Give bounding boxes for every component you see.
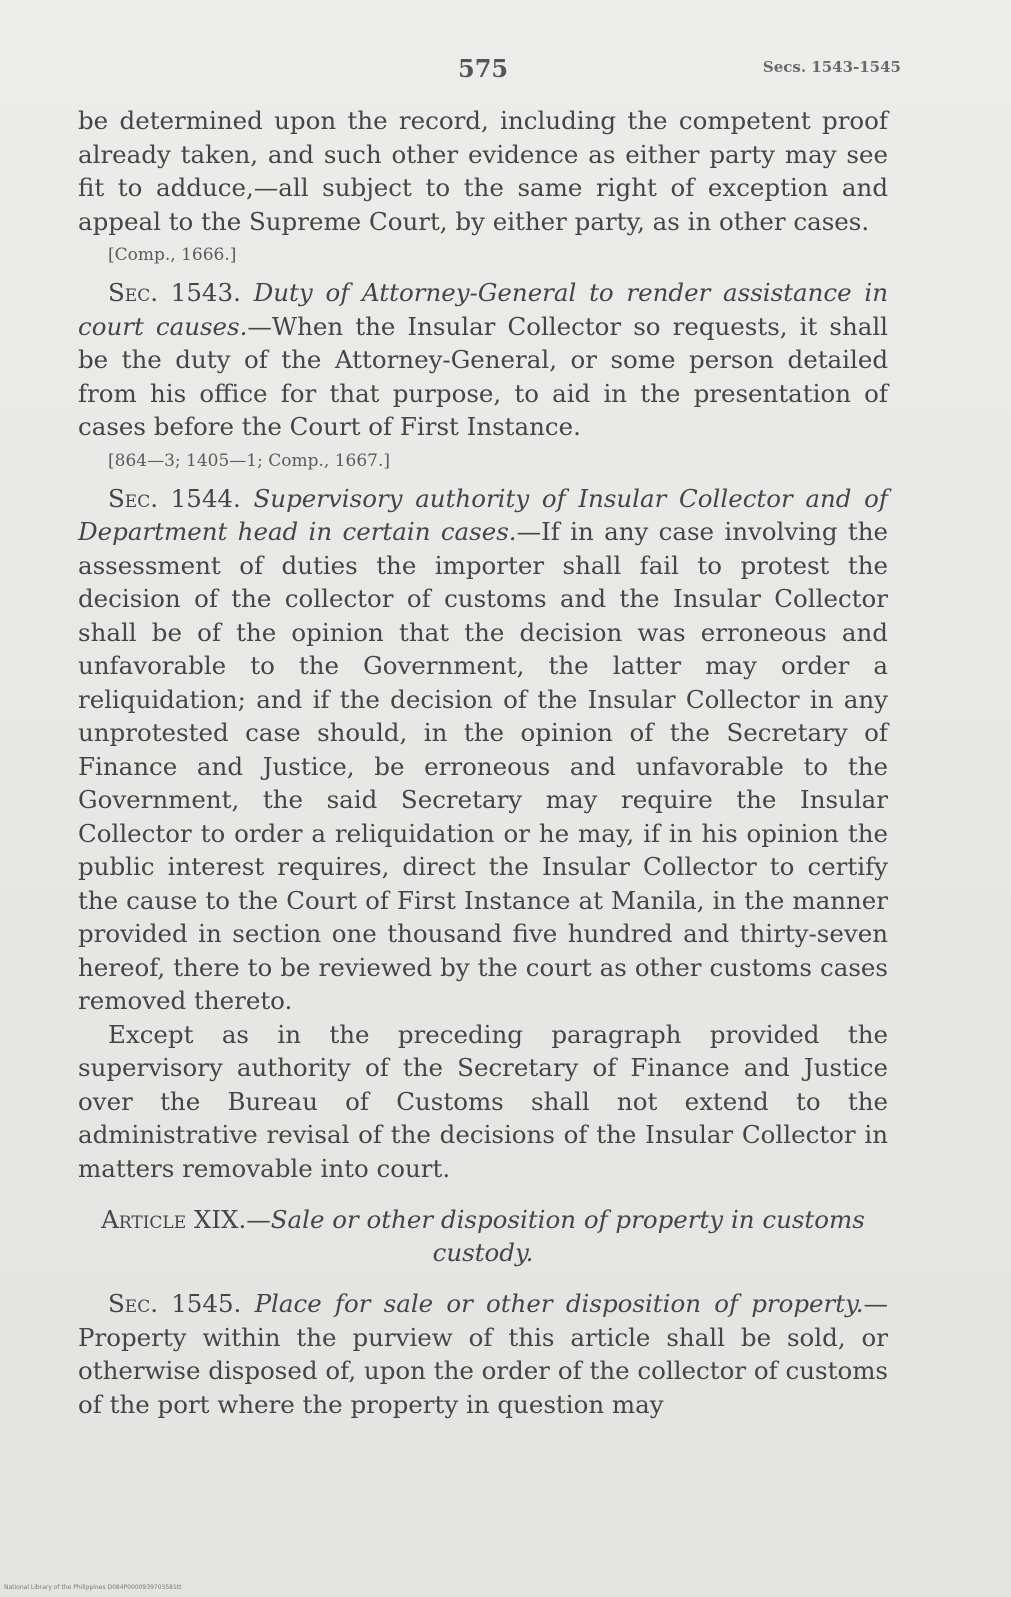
section-1545: [78, 1287, 888, 1421]
scan-source-footer: National Library of the Philippines D084P0000939703581tt: [4, 1584, 182, 1591]
section-body: —Property within the purview of this article shall be sold, or otherwise disposed of, upon the order of the collector of customs of the port where the property in question may: [78, 1289, 888, 1419]
continuation-paragraph: be determined upon the record, including the competent proof already taken, and such other evidence as either party may see fit to adduce,—all subject to the same right of exception and appeal to the Supreme Court, by either party, as in other cases.: [78, 106, 888, 236]
article-title: —Sale or other disposition of property in customs custody.: [246, 1205, 865, 1267]
page-header: [0, 54, 1011, 86]
section-catchline: Duty of Attorney-General to render assistance in court causes.: [78, 278, 888, 341]
section-label: Sec. 1543.: [108, 278, 241, 307]
section-catchline: Supervisory authority of Insular Collector and of Department head in certain cases.: [78, 483, 888, 546]
section-catchline: Place for sale or other disposition of property.: [254, 1289, 864, 1318]
citation-1542: [Comp., 1666.]: [108, 245, 237, 265]
section-body: —When the Insular Collector so requests, it shall be the duty of the Attorney-General, or some person detailed from his office for that purpose, to aid in the presentation of cases before the Court of First Instance.: [78, 311, 888, 441]
article-label: Article XIX.: [101, 1205, 247, 1234]
running-head-sections: Secs. 1543-1545: [762, 58, 901, 76]
section-label: Sec. 1544.: [108, 483, 241, 513]
section-1544: [78, 482, 888, 1018]
section-1543: [78, 276, 888, 444]
section-body: —If in any case involving the assessment of duties the importer shall fail to protest the decision of the collector of customs and the Insular Collector shall be of the opinion that the decision was erroneous and unfavorable to the Government, the latter may order a reliquidation; and if the decision of the Insular Collector in any unprotested case should, in the opinion of the Secretary of Finance and Justice, be erroneous and unfavorable to the Government, the said Secretary may require the Insular Collector to order a reliquidation or he may, if in his opinion the public interest requires, direct the Insular Collector to certify the cause to the Court of First Instance at Manila, in the manner provided in section one thousand five hundred and thirty-seven hereof, there to be reviewed by the court as other customs cases removed thereto.: [78, 517, 888, 1015]
section-1544-paragraph-2: Except as in the preceding paragraph provided the supervisory authority of the Secretary of Finance and Justice over the Bureau of Customs shall not extend to the administrative revisal of the decisions of the Insular Collector in matters removable into court.: [78, 1019, 888, 1183]
page-number: 575: [458, 54, 509, 83]
article-heading: [78, 1203, 888, 1269]
section-label: Sec. 1545.: [108, 1289, 242, 1318]
citation-1543: [864—3; 1405—1; Comp., 1667.]: [108, 450, 390, 471]
page-body: [78, 104, 888, 1421]
